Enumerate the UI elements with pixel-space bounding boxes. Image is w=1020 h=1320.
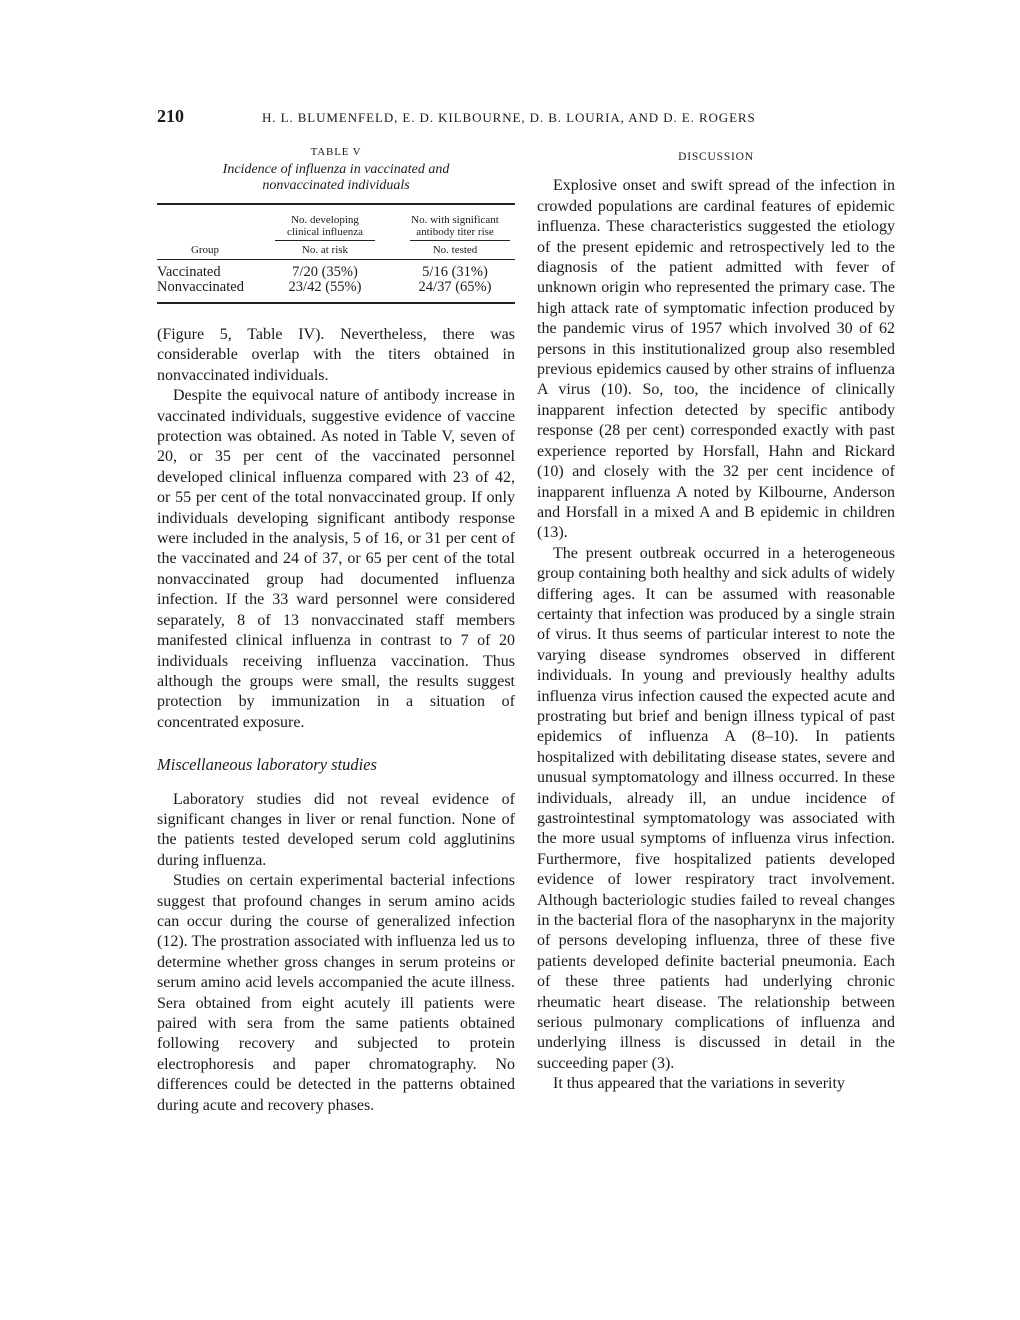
col-group-header: Group (190, 244, 220, 256)
table-row-1-clinical: 7/20 (35%) (292, 264, 358, 280)
page-number: 210 (157, 106, 184, 126)
right-paragraph-1: Explosive onset and swift spread of the infection in crowded populations are cardinal features of epidemic influenza. These characteristics suggested the etiology of the present epidemic and retrospectively led to the diagnosis of the patient admitted with fever of unknown origin who represented the primary case. The high attack rate of symptomatic infection produced by the pandemic virus of 1957 which involved 30 of 62 persons in this institutionalized group also resembled previous epidemics caused by other strains of influenza A virus (10). So, too, the incidence of clinically inapparent infection detected by specific antibody response (28 per cent) corresponded exactly with past experience reported by Horsfall, Hahn and Rickard (10) and closely with the 32 per cent incidence of inapparent influenza A noted by Kilbourne, Anderson and Horsfall in a mixed A and B epidemic in children (13). (537, 177, 895, 542)
table-row-1-group: Vaccinated (157, 264, 221, 280)
table-row-2-antibody: 24/37 (65%) (418, 279, 492, 295)
col-clinical-header (265, 214, 385, 238)
col-antibody-header (395, 214, 515, 238)
table-caption (157, 146, 515, 194)
table-row-2-clinical: 23/42 (55%) (288, 279, 362, 295)
left-paragraph-1: (Figure 5, Table IV). Nevertheless, there was considerable overlap with the titers obtained in nonvaccinated individuals. (157, 326, 515, 384)
table-top-rule (157, 203, 515, 205)
section-subheading: Miscellaneous laboratory studies (157, 755, 377, 775)
table-title-line-2: nonvaccinated individuals (262, 178, 410, 193)
right-paragraph-3: It thus appeared that the variations in severity (553, 1075, 845, 1093)
col-clinical-subheader: No. at risk (301, 244, 349, 256)
left-column (157, 325, 515, 1116)
col-antibody-header-line-2: antibody titer rise (416, 226, 494, 238)
col-antibody-subheader: No. tested (432, 244, 478, 256)
table-bottom-rule (157, 302, 515, 304)
left-paragraph-2: Despite the equivocal nature of antibody increase in vaccinated individuals, suggestive evidence of vaccine protection was obtained. As noted in Table V, seven of 20, or 35 per cent of the vaccinated personnel developed clinical influenza compared with 23 of 42, or 55 per cent of the total nonvaccinated group. If only individuals developing significant antibody response were included in the analysis, 5 of 16, or 31 per cent of the vaccinated and 24 of 37, or 65 per cent of the total nonvaccinated group had documented influenza infection. If the 33 ward personnel were considered separately, 8 of 13 nonvaccinated staff members manifested clinical influenza in contrast to 7 of 20 individuals receiving influenza vaccination. Thus although the groups were small, the results suggest protection by immunization in a situation of concentrated exposure. (157, 387, 515, 731)
table-row-2-group: Nonvaccinated (157, 279, 244, 295)
discussion-heading: DISCUSSION (678, 151, 754, 163)
left-paragraph-4: Studies on certain experimental bacterial infections suggest that profound changes in serum amino acids can occur during the course of generalized infection (12). The prostration associated with influenza led us to determine whether gross changes in serum proteins or serum amino acid levels accompanied the acute illness. Sera obtained from eight acutely ill patients were paired with sera from the same patients obtained following recovery and subjected to protein electrophoresis and paper chromatography. No differences could be detected in the patterns obtained during acute and recovery phases. (157, 872, 515, 1114)
col-clinical-divider (275, 240, 375, 241)
table-title (157, 162, 515, 194)
running-head-authors: H. L. BLUMENFELD, E. D. KILBOURNE, D. B. LOURIA, AND D. E. ROGERS (262, 110, 756, 125)
right-paragraph-2: The present outbreak occurred in a heterogeneous group containing both healthy and sick adults of widely differing ages. It can be assumed with reasonable certainty that infection was produced by a single strain of virus. It thus seems of particular interest to note the varying disease syndromes observed in different individuals. In young and previously healthy adults influenza virus infection caused the expected acute and prostrating but brief and benign illness typical of past epidemics of influenza A (8–10). In patients hospitalized with debilitating disease states, severe and unusual symptomatology and illness occurred. In these individuals, already ill, an undue incidence of gastrointestinal symptomatology was associated with the more usual symptoms of influenza virus infection. Furthermore, five hospitalized patients developed evidence of lower respiratory tract involvement. Although bacteriologic studies failed to reveal changes in the bacterial flora of the nasopharynx in the majority of persons developing influenza, three of these five patients developed definite bacterial pneumonia. Each of these three patients had underlying chronic rheumatic heart disease. The relationship between serious pulmonary complications of influenza and underlying illness is discussed in detail in the succeeding paper (3). (537, 544, 895, 1072)
table-row-1-antibody: 5/16 (31%) (422, 264, 488, 280)
table-header-rule (157, 259, 515, 260)
table-label: TABLE V (310, 146, 362, 158)
col-antibody-header-line-1: No. with significant (411, 214, 499, 226)
left-paragraph-3: Laboratory studies did not reveal evidence of significant changes in liver or renal function. None of the patients tested developed serum cold agglutinins during influenza. (157, 790, 515, 869)
col-clinical-header-line-1: No. developing (291, 214, 359, 226)
right-column (537, 147, 895, 1095)
col-clinical-header-line-2: clinical influenza (286, 226, 364, 238)
col-antibody-divider (410, 240, 510, 241)
table-title-line-1: Incidence of influenza in vaccinated and (222, 162, 450, 177)
